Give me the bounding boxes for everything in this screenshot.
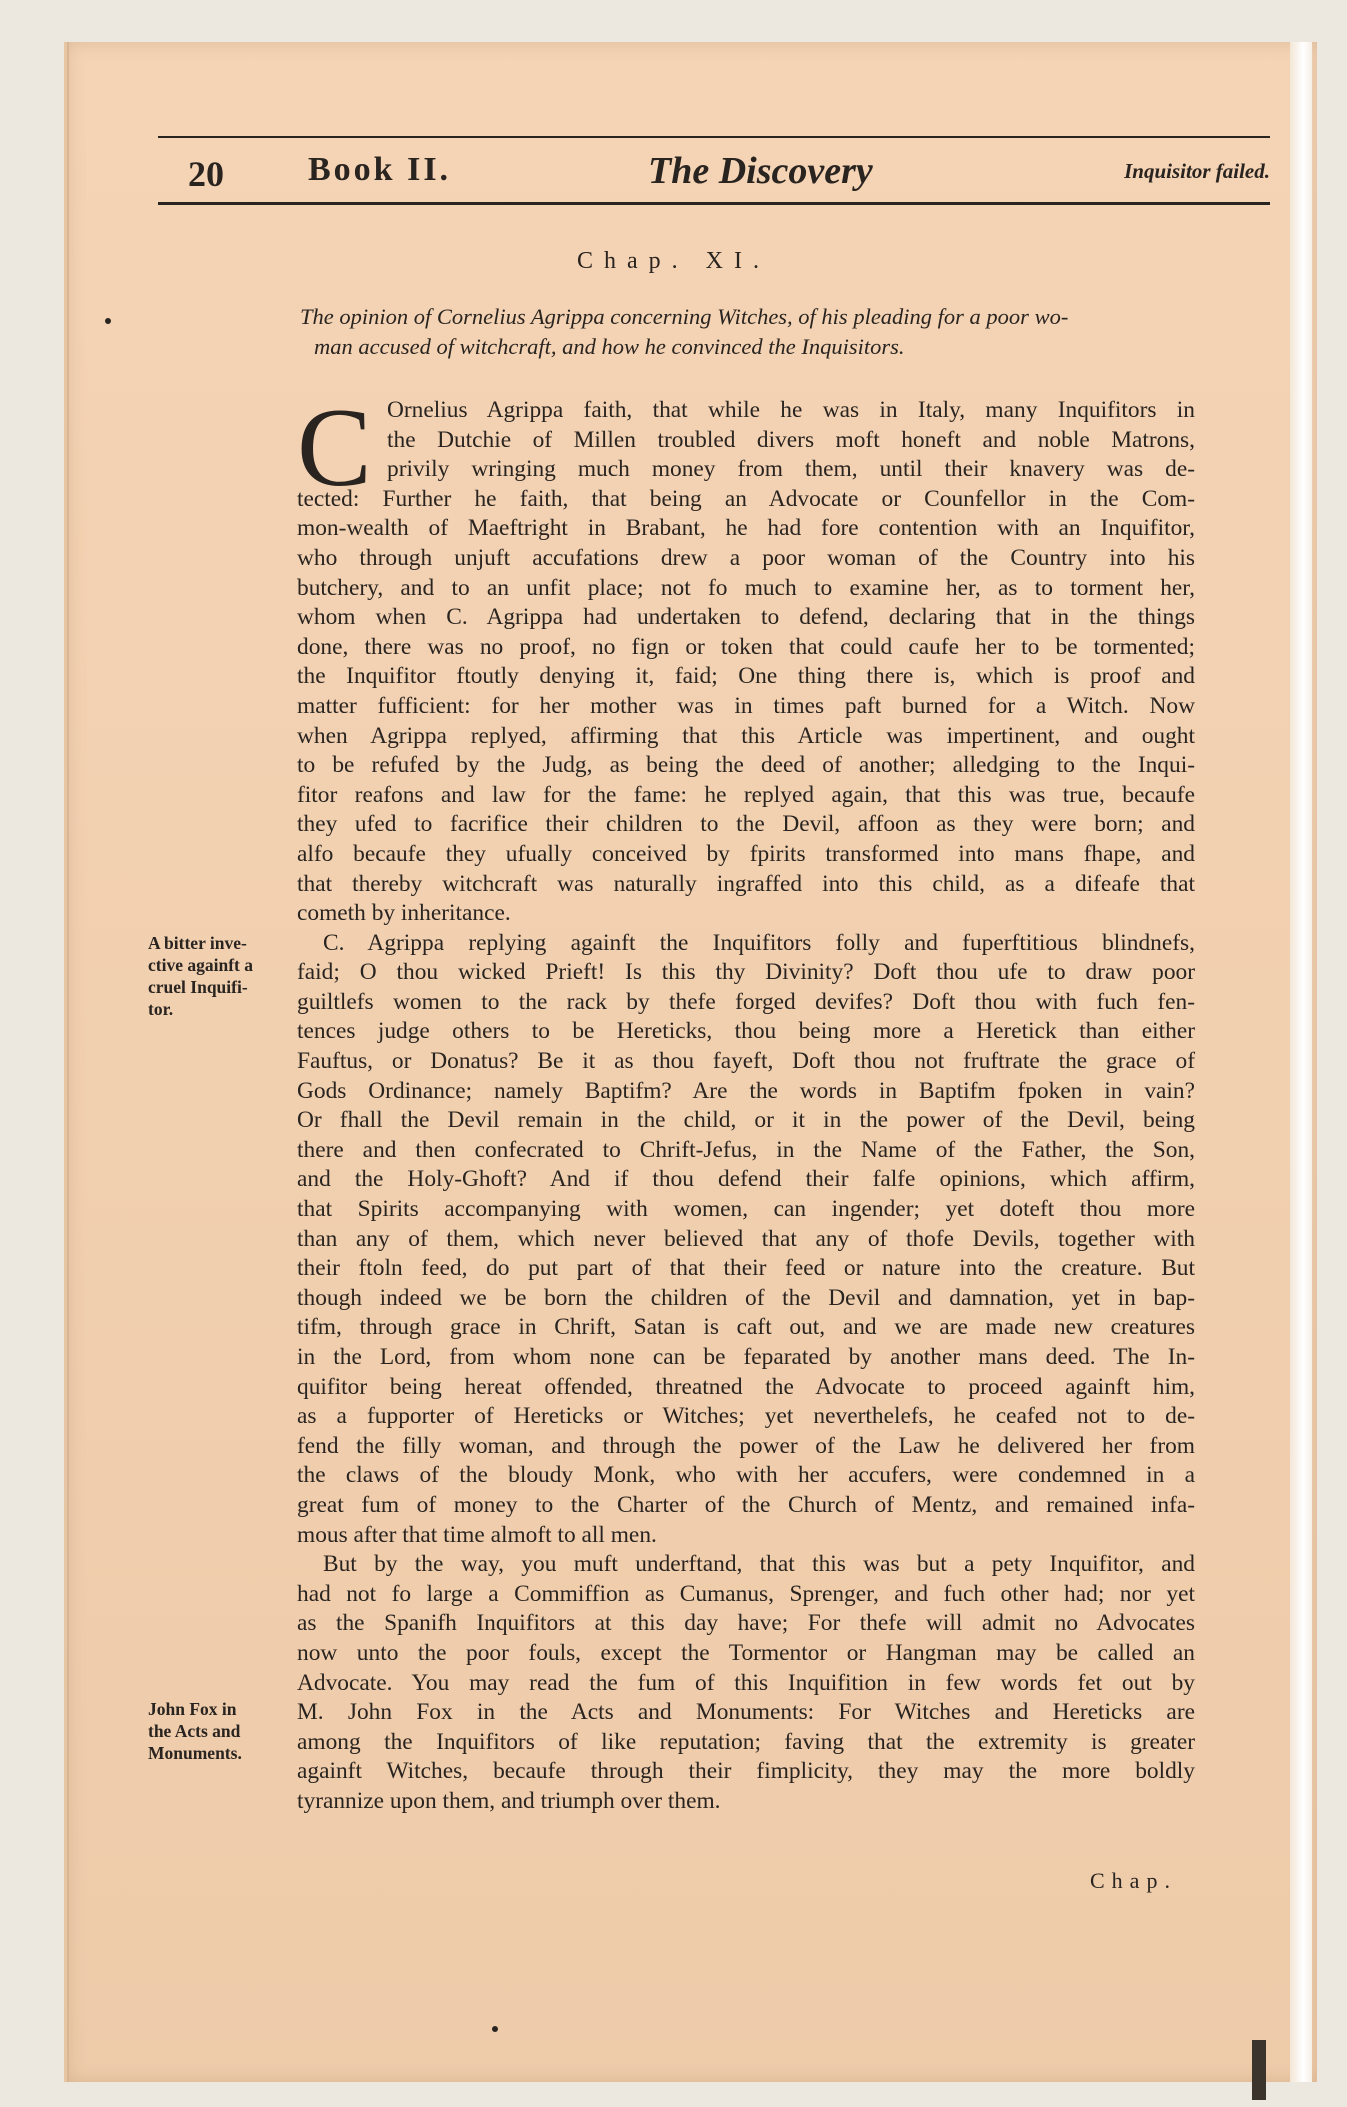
- body-line: the Inquifitor ftoutly denying it, faid; One thing there is, which is proof and: [297, 663, 1195, 690]
- body-line: C. Agrippa replying againft the Inquifitors folly and fuperftitious blindnefs,: [323, 929, 1195, 956]
- body-line: that thereby witchcraft was naturally ingraffed into this child, as a difeafe that: [297, 870, 1195, 897]
- body-line: than any of them, which never believed that any of thofe Devils, together with: [297, 1225, 1195, 1252]
- running-header: [158, 145, 1270, 205]
- body-line: matter fufficient: for her mother was in times paft burned for a Witch. Now: [297, 692, 1195, 719]
- body-line: tifm, through grace in Chrift, Satan is caft out, and we are made new creatures: [297, 1314, 1195, 1341]
- body-line: their ftoln feed, do put part of that their feed or nature into the creature. But: [297, 1255, 1195, 1282]
- header-rule-bottom: [158, 202, 1270, 205]
- header-catch-title: Inquisitor failed.: [1124, 159, 1270, 183]
- body-line: when Agrippa replyed, affirming that this Article was impertinent, and ought: [297, 722, 1195, 749]
- body-line: Gods Ordinance; namely Baptifm? Are the words in Baptifm fpoken in vain?: [297, 1077, 1195, 1104]
- margin-note-line: cruel Inquifi-: [148, 977, 248, 997]
- body-line: in the Lord, from whom none can be feparated by another mans deed. The In-: [297, 1344, 1195, 1370]
- margin-note-john-fox: [148, 1698, 298, 1764]
- book-label: Book II.: [308, 151, 452, 188]
- margin-note-line: A bitter inve-: [148, 933, 247, 953]
- body-line: as the Spanifh Inquifitors at this day have; For thefe will admit no Advocates: [297, 1610, 1195, 1637]
- body-line: faid; O thou wicked Prieft! Is this thy Divinity? Doft thou ufe to draw poor: [297, 959, 1195, 986]
- body-line: tences judge others to be Hereticks, thou being more a Heretick than either: [297, 1018, 1195, 1045]
- body-line: they ufed to facrifice their children to the Devil, affoon as they were born; and: [297, 811, 1195, 838]
- body-line: the claws of the bloudy Monk, who with her accufers, were condemned in a: [297, 1462, 1195, 1489]
- body-line: fend the filly woman, and through the power of the Law he delivered her from: [297, 1432, 1195, 1459]
- body-line: great fum of money to the Charter of the Church of Mentz, and remained infa-: [297, 1491, 1195, 1518]
- body-line: M. John Fox in the Acts and Monuments: For Witches and Hereticks are: [297, 1699, 1195, 1726]
- body-line: done, there was no proof, no fign or token that could caufe her to be tormented;: [297, 633, 1195, 660]
- margin-note-line: the Acts and: [148, 1721, 241, 1741]
- book-marker: [1252, 2040, 1266, 2100]
- margin-note-bitter-invective: [148, 932, 298, 1020]
- margin-note-line: John Fox in: [148, 1699, 237, 1719]
- body-line: fitor reafons and law for the fame: he replyed again, that this was true, becaufe: [297, 781, 1195, 808]
- chapter-summary: [300, 302, 1200, 362]
- body-line: privily wringing much money from them, until their knavery was de-: [387, 456, 1195, 483]
- body-line: guiltlefs women to the rack by thefe forged devifes? Doft thou with fuch fen-: [297, 988, 1195, 1015]
- body-line: among the Inquifitors of like reputation; faving that the extremity is greater: [297, 1728, 1195, 1755]
- body-line: as a fupporter of Hereticks or Witches; yet neverthelefs, he ceafed not to de-: [297, 1403, 1195, 1430]
- body-line: the Dutchie of Millen troubled divers moft honeft and noble Matrons,: [387, 426, 1195, 453]
- body-line: now unto the poor fouls, except the Tormentor or Hangman may be called an: [297, 1639, 1195, 1666]
- body-line: Advocate. You may read the fum of this Inquifition in few words fet out by: [297, 1669, 1195, 1696]
- body-line: mous after that time almoft to all men.: [297, 1521, 657, 1548]
- body-line: though indeed we be born the children of the Devil and damnation, yet in bap-: [297, 1284, 1195, 1311]
- body-line: mon-wealth of Maeftright in Brabant, he had fore contention with an Inquifitor,: [297, 515, 1195, 542]
- page-number: 20: [188, 154, 224, 194]
- body-line: tected: Further he faith, that being an Advocate or Counfellor in the Com-: [297, 485, 1195, 512]
- body-line: Ornelius Agrippa faith, that while he was in Italy, many Inquifitors in: [387, 397, 1195, 423]
- margin-note-line: ctive againft a: [148, 955, 253, 975]
- body-line: who through unjuft accufations drew a poor woman of the Country into his: [297, 544, 1195, 571]
- body-line: had not fo large a Commiffion as Cumanus, Sprenger, and fuch other had; nor yet: [297, 1580, 1195, 1607]
- body-line: that Spirits accompanying with women, can ingender; yet doteft thou more: [297, 1196, 1195, 1223]
- body-text: [297, 386, 1195, 1817]
- body-line: to be refufed by the Judg, as being the deed of another; alledging to the Inqui-: [297, 752, 1195, 779]
- chapter-heading: Chap. XI.: [577, 248, 770, 274]
- chapter-summary-line: man accused of witchcraft, and how he convinced the Inquisitors.: [314, 334, 905, 359]
- running-title: The Discovery: [648, 150, 873, 192]
- ink-speck: [105, 318, 111, 324]
- body-line: butchery, and to an unfit place; not fo much to examine her, as to torment her,: [297, 574, 1195, 601]
- margin-note-line: tor.: [148, 999, 174, 1019]
- page-binding-edge: [1290, 42, 1312, 2082]
- body-line: Or fhall the Devil remain in the child, or it in the power of the Devil, being: [297, 1107, 1195, 1134]
- body-line: alfo becaufe they ufually conceived by fpirits transformed into mans fhape, and: [297, 840, 1195, 867]
- body-line: Fauftus, or Donatus? Be it as thou fayeft, Doft thou not fruftrate the grace of: [297, 1048, 1195, 1075]
- header-rule-top: [158, 136, 1270, 138]
- body-line: tyrannize upon them, and triumph over them.: [297, 1787, 721, 1814]
- drop-cap: C: [297, 386, 372, 510]
- body-line: and the Holy-Ghoft? And if thou defend their falfe opinions, which affirm,: [297, 1166, 1195, 1193]
- body-line: there and then confecrated to Chrift-Jefus, in the Name of the Father, the Son,: [297, 1136, 1195, 1163]
- ink-speck: [492, 2026, 498, 2032]
- body-line: cometh by inheritance.: [297, 900, 511, 927]
- catchword: Chap.: [1090, 1868, 1177, 1893]
- margin-note-line: Monuments.: [148, 1743, 242, 1763]
- body-line: whom when C. Agrippa had undertaken to defend, declaring that in the things: [297, 604, 1195, 631]
- body-line: But by the way, you muft underftand, that this was but a pety Inquifitor, and: [323, 1551, 1195, 1578]
- chapter-summary-line: The opinion of Cornelius Agrippa concerning Witches, of his pleading for a poor wo-: [300, 304, 1069, 329]
- body-line: quifitor being hereat offended, threatned the Advocate to proceed againft him,: [297, 1373, 1195, 1400]
- body-line: againft Witches, becaufe through their fimplicity, they may the more boldly: [297, 1758, 1195, 1785]
